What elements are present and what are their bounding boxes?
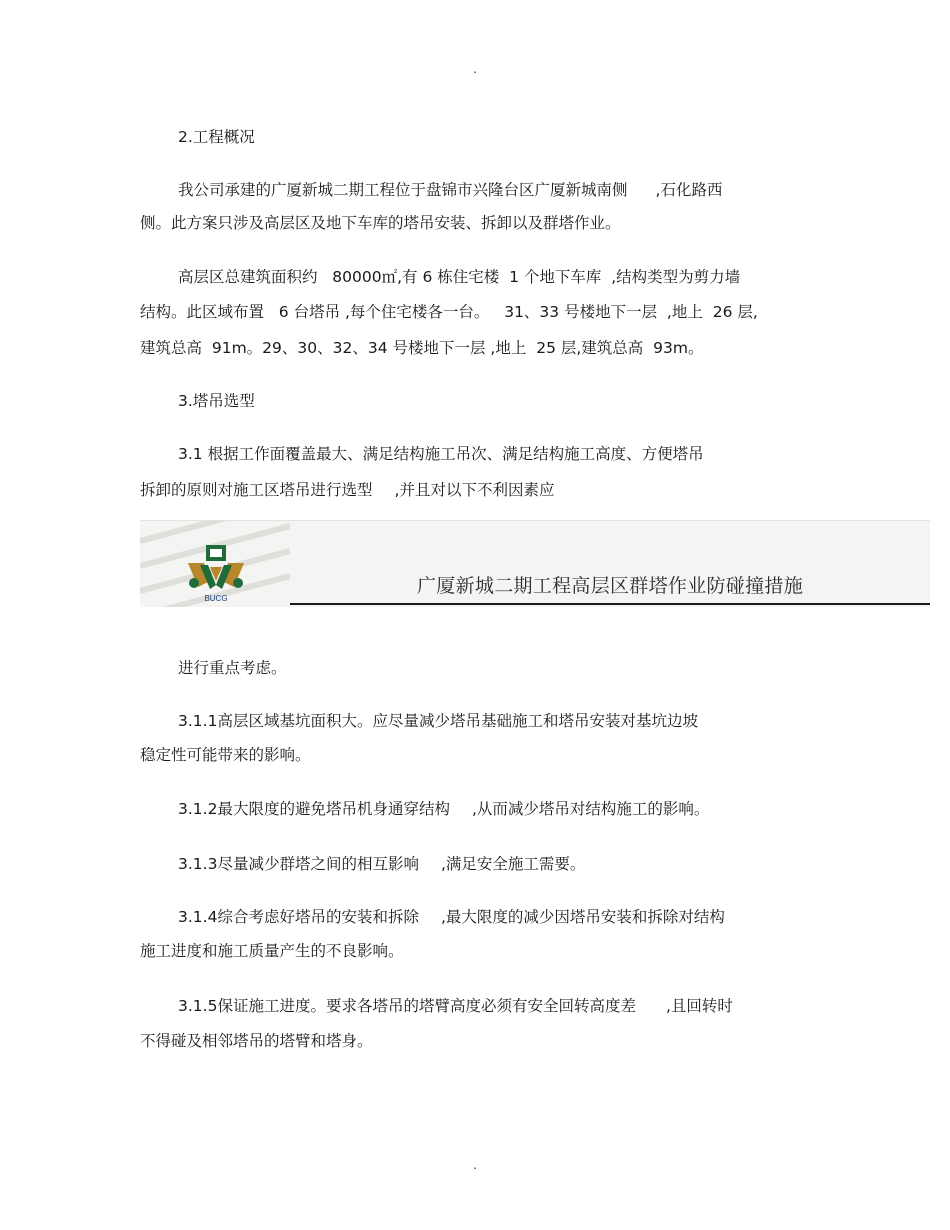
paragraph-line — [178, 799, 709, 819]
logo-lettering: BUCG — [204, 594, 228, 603]
paragraph-line: 不得碰及相邻塔吊的塔臂和塔身。 — [140, 1032, 373, 1050]
text-span: 3.1.4综合考虑好塔吊的安装和拆除 — [178, 908, 419, 926]
section-heading-3: 3.塔吊选型 — [178, 392, 255, 410]
text-span: 3.1.5保证施工进度。要求各塔吊的塔臂高度必须有安全回转高度差 — [178, 997, 636, 1015]
paragraph-line: 施工进度和施工质量产生的不良影响。 — [140, 942, 404, 960]
paragraph-line — [140, 480, 554, 500]
text-span: ,且回转时 — [665, 997, 733, 1015]
text-span: 我公司承建的广厦新城二期工程位于盘锦市兴隆台区广厦新城南侧 — [178, 181, 628, 199]
paragraph-line: 结构。此区域布置 6 台塔吊 ,每个住宅楼各一台。 31、33 号楼地下一层 ,地上 26 层, — [140, 303, 758, 321]
paragraph-line: 高层区总建筑面积约 80000㎡,有 6 栋住宅楼 1 个地下车库 ,结构类型为剪力墙 — [178, 268, 741, 286]
text-span: ,石化路西 — [655, 181, 723, 199]
text-span: 拆卸的原则对施工区塔吊进行选型 — [140, 481, 373, 499]
paragraph-line: 建筑总高 91m。29、30、32、34 号楼地下一层 ,地上 25 层,建筑总高 93m。 — [140, 339, 704, 357]
text-span: ,从而减少塔吊对结构施工的影响。 — [471, 800, 710, 818]
text-span: ,最大限度的减少因塔吊安装和拆除对结构 — [440, 908, 725, 926]
paragraph-line: 侧。此方案只涉及高层区及地下车库的塔吊安装、拆卸以及群塔作业。 — [140, 214, 621, 232]
paragraph-line: 稳定性可能带来的影响。 — [140, 746, 311, 764]
text-span: ,并且对以下不利因素应 — [394, 481, 555, 499]
banner-rule — [290, 603, 930, 605]
paragraph-line: 3.1.1高层区域基坑面积大。应尽量减少塔吊基础施工和塔吊安装对基坑边坡 — [178, 712, 698, 730]
paragraph-line — [178, 854, 585, 874]
paragraph-line — [178, 180, 722, 200]
section-heading-2: 2.工程概况 — [178, 128, 255, 146]
page-header-banner — [140, 520, 930, 607]
text-span: 3.1.2最大限度的避免塔吊机身通穿结构 — [178, 800, 450, 818]
banner-title: 广厦新城二期工程高层区群塔作业防碰撞措施 — [417, 575, 804, 597]
paragraph-line: 3.1 根据工作面覆盖最大、满足结构施工吊次、满足结构施工高度、方便塔吊 — [178, 445, 704, 463]
paragraph-line — [178, 996, 733, 1016]
paragraph-line: 进行重点考虑。 — [178, 659, 287, 677]
footer-mark: . — [473, 1158, 477, 1172]
company-logo-icon — [186, 543, 246, 605]
text-span: 3.1.3尽量减少群塔之间的相互影响 — [178, 855, 419, 873]
paragraph-line — [178, 907, 725, 927]
header-mark: . — [473, 62, 477, 76]
text-span: ,满足安全施工需要。 — [440, 855, 586, 873]
